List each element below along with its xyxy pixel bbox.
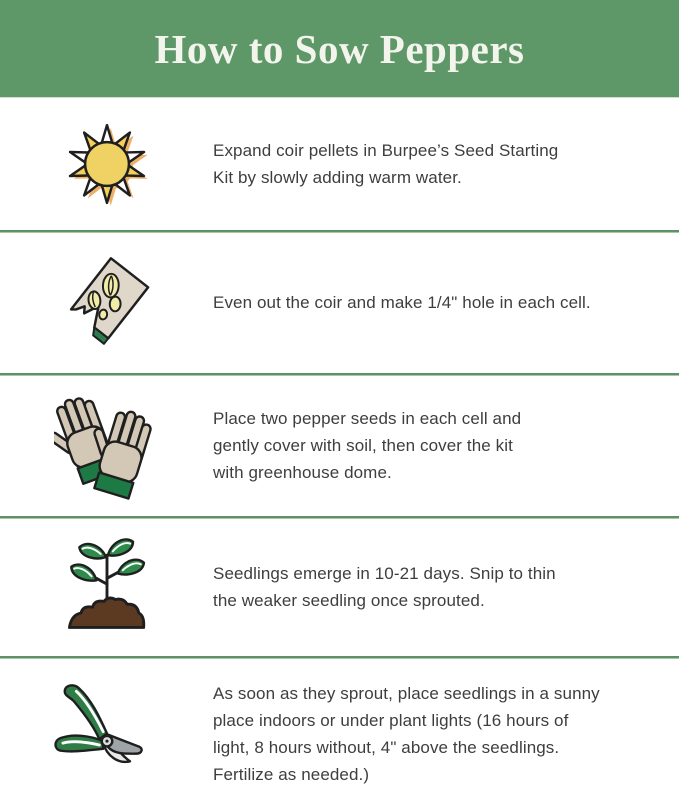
step-row	[0, 658, 679, 784]
gardening-gloves-icon	[0, 391, 213, 501]
step-text	[213, 289, 679, 316]
step-text-line: Place two pepper seeds in each cell and	[213, 409, 522, 428]
seedling-icon-svg	[54, 534, 160, 640]
pruning-shears-icon	[0, 676, 213, 768]
step-row	[0, 375, 679, 518]
step-text-line: Even out the coir and make 1/4" hole in each cell.	[213, 293, 591, 312]
step-text-line: As soon as they sprout, place seedlings in a sunny	[213, 684, 600, 703]
step-text-line: place indoors or under plant lights (16 hours of	[213, 711, 569, 730]
step-text-line: gently cover with soil, then cover the kit	[213, 436, 513, 455]
sun-icon-svg	[64, 121, 150, 207]
step-text	[213, 560, 679, 614]
step-text-line: light, 8 hours without, 4" above the seedlings.	[213, 738, 560, 757]
step-text	[213, 137, 679, 191]
sun-icon	[0, 121, 213, 207]
seedling-icon	[0, 534, 213, 640]
step-row	[0, 97, 679, 232]
step-text-line: Seedlings emerge in 10-21 days. Snip to thin	[213, 564, 556, 583]
step-row	[0, 518, 679, 658]
gardening-gloves-icon-svg	[54, 391, 160, 501]
step-row	[0, 232, 679, 375]
page-title: How to Sow Peppers	[154, 25, 525, 72]
step-text	[213, 680, 679, 788]
seed-packet-icon	[0, 249, 213, 357]
step-text-line: Fertilize as needed.)	[213, 765, 370, 784]
header-banner	[0, 0, 679, 97]
seed-packet-icon-svg	[53, 249, 161, 357]
step-text-line: Expand coir pellets in Burpee’s Seed Starting	[213, 140, 559, 160]
step-text-line: Kit by slowly adding warm water.	[213, 167, 462, 187]
step-text-line: with greenhouse dome.	[213, 463, 392, 482]
pruning-shears-icon-svg	[45, 676, 169, 768]
step-text-line: the weaker seedling once sprouted.	[213, 591, 485, 610]
step-text	[213, 405, 679, 486]
